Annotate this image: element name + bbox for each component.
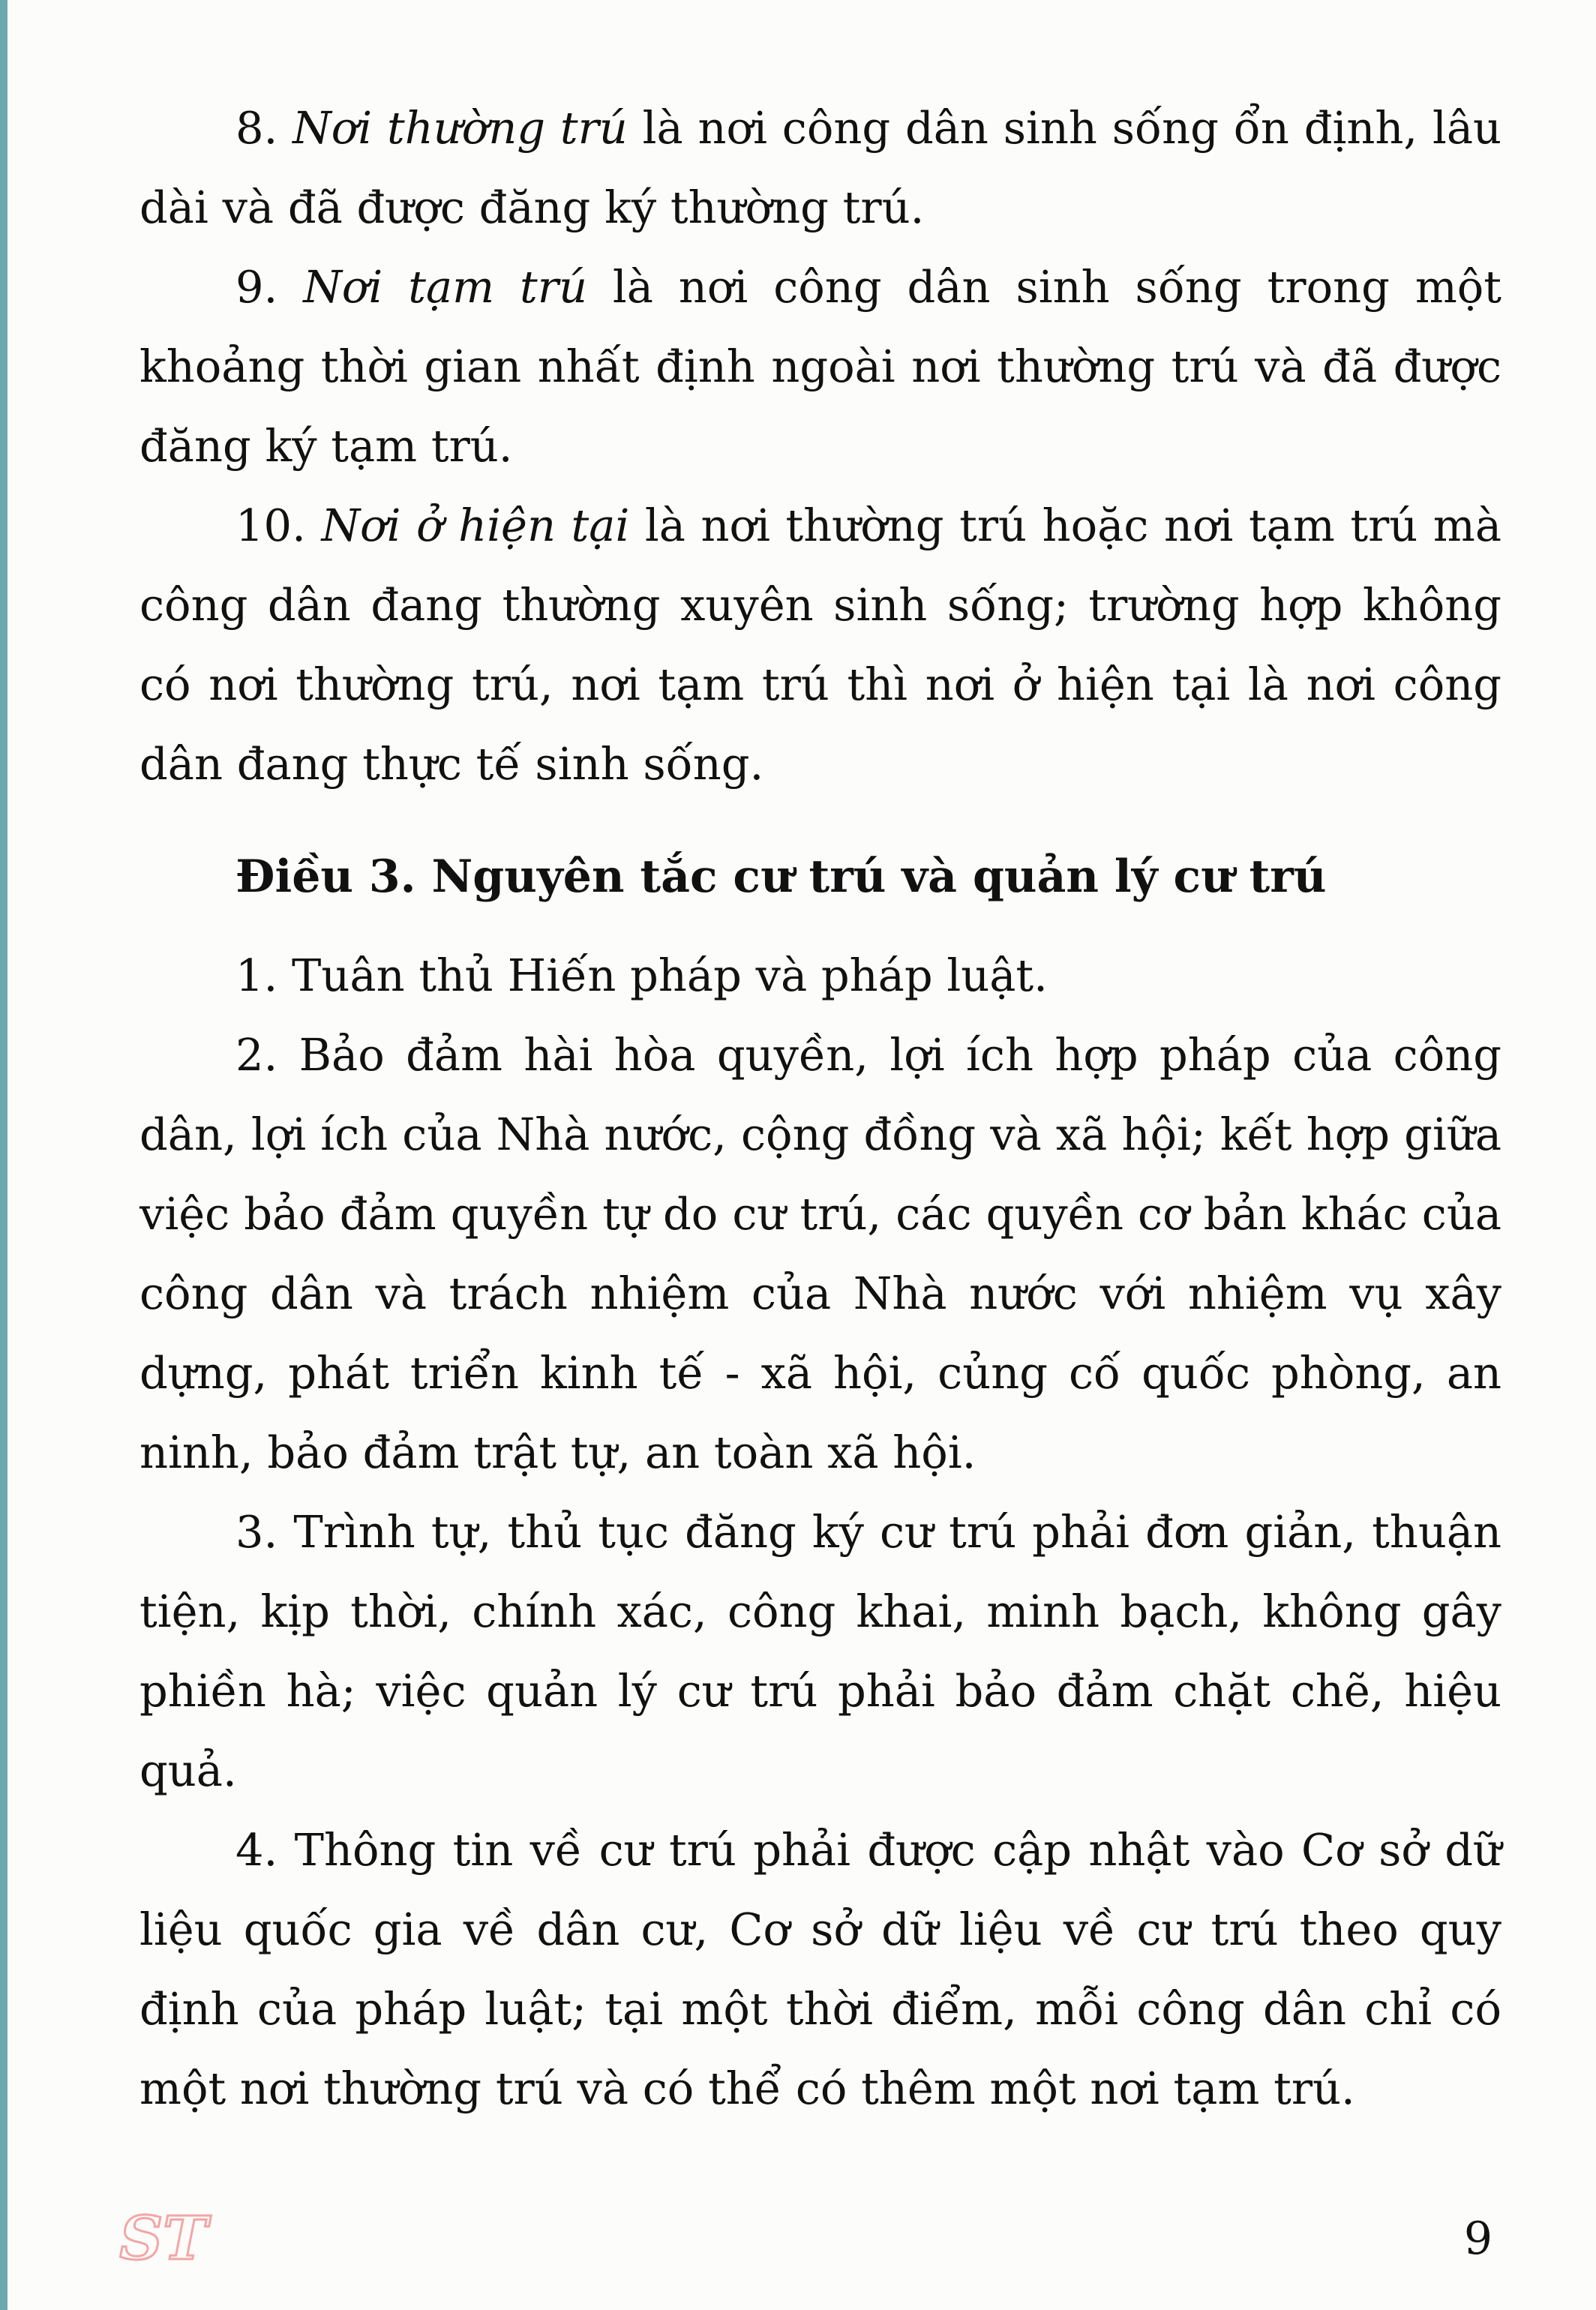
definition-8 (140, 88, 1502, 248)
article-item-1: 1. Tuân thủ Hiến pháp và pháp luật. (236, 950, 1048, 1001)
definition-10-term: Nơi ở hiện tại (321, 500, 630, 551)
definition-9-term: Nơi tạm trú (303, 261, 587, 313)
definition-10-text: là nơi thường trú hoặc nơi tạm trú mà công dân đang thường xuyên sinh sống; trường hợp không có nơi thường trú, nơi tạm trú thì nơi ở hiện tại là nơi công dân đang thực tế sinh sống. (140, 500, 1502, 790)
publisher-logo (119, 2198, 208, 2273)
page-number: 9 (1463, 2212, 1492, 2265)
definition-8-term: Nơi thường trú (292, 102, 628, 154)
article-item-2: 2. Bảo đảm hài hòa quyền, lợi ích hợp pháp của công dân, lợi ích của Nhà nước, cộng đồng và xã hội; kết hợp giữa việc bảo đảm quyền tự do cư trú, các quyền cơ bản khác của công dân và trách nhiệm của Nhà nước với nhiệm vụ xây dựng, phát triển kinh tế - xã hội, củng cố quốc phòng, an ninh, bảo đảm trật tự, an toàn xã hội. (140, 1029, 1502, 1478)
page-edge (0, 0, 8, 2310)
article-heading: Điều 3. Nguyên tắc cư trú và quản lý cư trú (236, 850, 1327, 903)
definition-10 (140, 486, 1502, 804)
document-page (140, 88, 1502, 2128)
definition-10-number: 10. (236, 500, 306, 551)
publisher-logo-text: ST (119, 2203, 208, 2273)
definition-9-text: là nơi công dân sinh sống trong một khoảng thời gian nhất định ngoài nơi thường trú và đã được đăng ký tạm trú. (140, 261, 1502, 472)
article-item-3: 3. Trình tự, thủ tục đăng ký cư trú phải đơn giản, thuận tiện, kịp thời, chính xác, công khai, minh bạch, không gây phiền hà; việc quản lý cư trú phải bảo đảm chặt chẽ, hiệu quả. (140, 1506, 1502, 1796)
article-item-4: 4. Thông tin về cư trú phải được cập nhật vào Cơ sở dữ liệu quốc gia về dân cư, Cơ sở dữ liệu về cư trú theo quy định của pháp luật; tại một thời điểm, mỗi công dân chỉ có một nơi thường trú và có thể có thêm một nơi tạm trú. (140, 1824, 1502, 2114)
definition-8-text: là nơi công dân sinh sống ổn định, lâu dài và đã được đăng ký thường trú. (140, 102, 1502, 233)
definition-9 (140, 248, 1502, 486)
definition-9-number: 9. (236, 261, 278, 313)
definition-8-number: 8. (236, 102, 278, 154)
